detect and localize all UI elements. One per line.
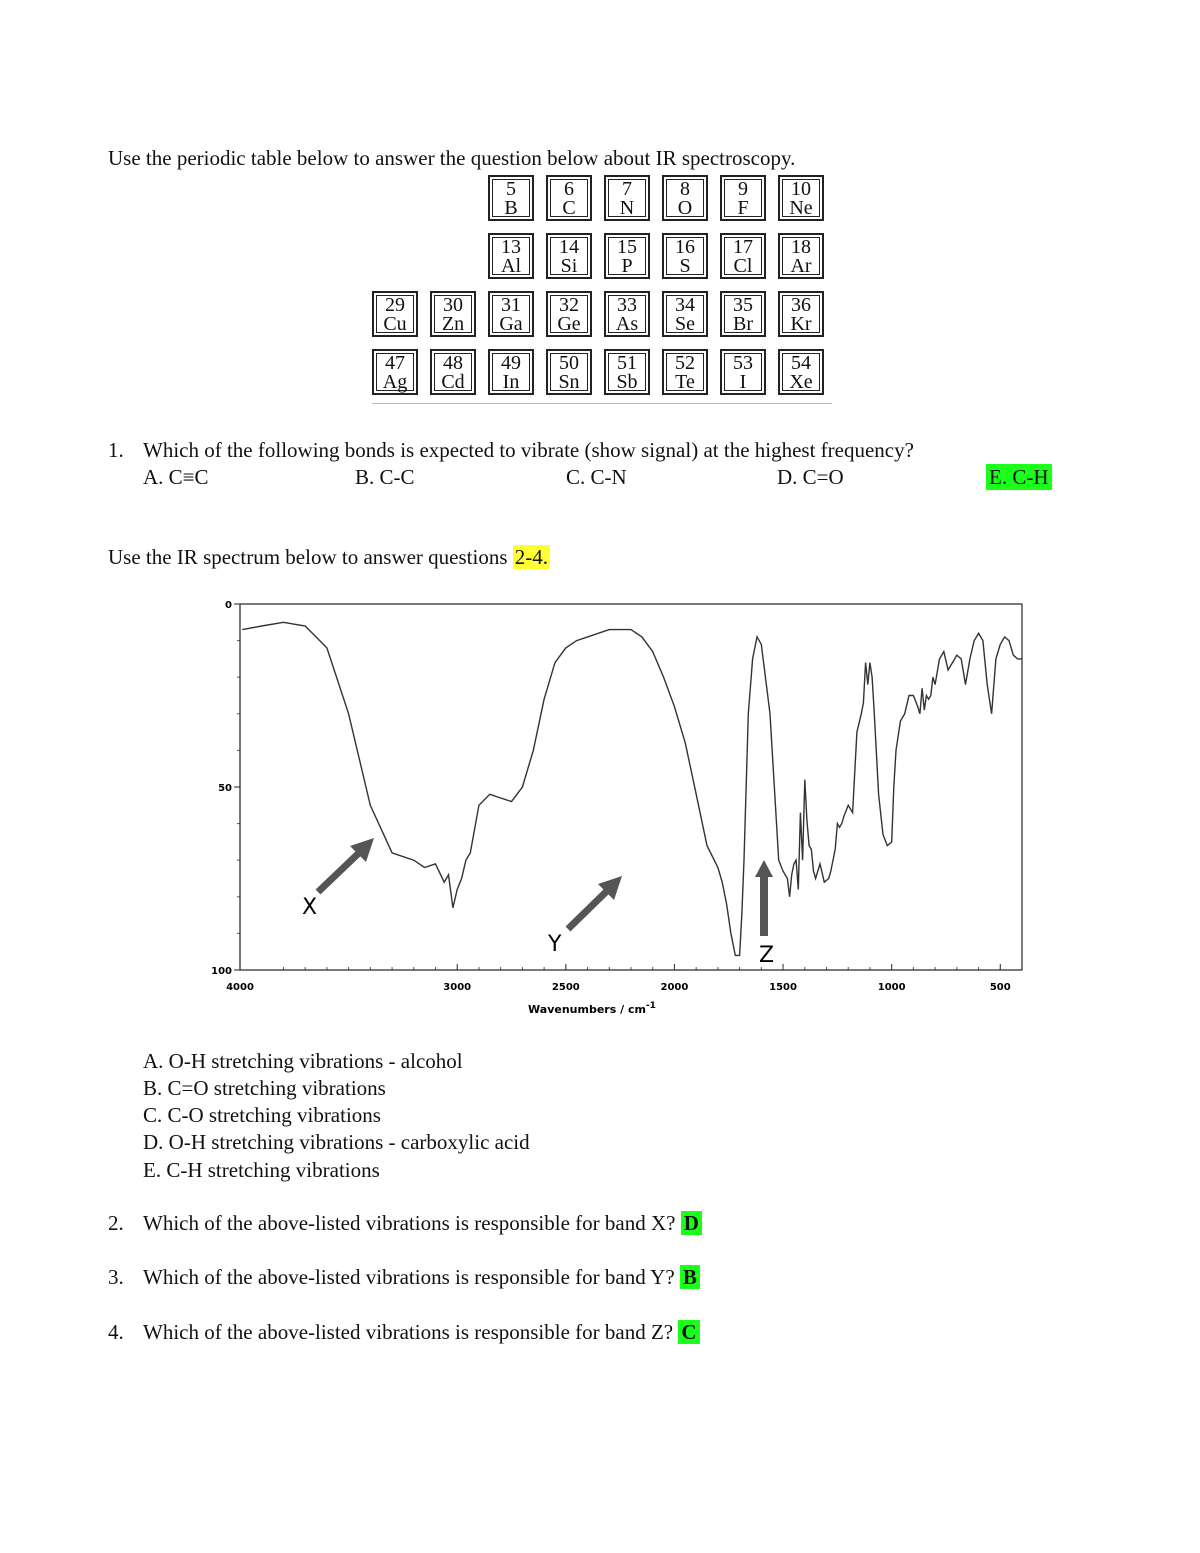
atomic-number: 36 bbox=[791, 294, 811, 316]
element-symbol: Sb bbox=[616, 371, 638, 393]
spectrum-intro bbox=[108, 544, 550, 570]
atomic-number: 16 bbox=[675, 236, 695, 258]
arrow-z bbox=[755, 860, 773, 936]
atomic-number: 13 bbox=[501, 236, 521, 258]
marker-y-label: Y bbox=[548, 932, 562, 957]
element-cell-ar bbox=[778, 233, 824, 279]
element-cell-f bbox=[720, 175, 766, 221]
element-cell-cl bbox=[720, 233, 766, 279]
element-cell-in bbox=[488, 349, 534, 395]
element-symbol: Ga bbox=[499, 313, 523, 335]
element-cell-se bbox=[662, 291, 708, 337]
table-rule bbox=[372, 403, 832, 404]
vibration-option-b: B. C=O stretching vibrations bbox=[143, 1076, 386, 1100]
element-symbol: S bbox=[679, 255, 691, 277]
atomic-number: 34 bbox=[675, 294, 695, 316]
atomic-number: 53 bbox=[733, 352, 753, 374]
ir-spectrum-chart bbox=[200, 592, 1040, 1022]
element-symbol: Zn bbox=[441, 313, 465, 335]
element-cell-ge bbox=[546, 291, 592, 337]
element-cell-sn bbox=[546, 349, 592, 395]
element-symbol: Sn bbox=[558, 371, 580, 393]
element-symbol: Cu bbox=[383, 313, 407, 335]
element-cell-cu bbox=[372, 291, 418, 337]
element-symbol: Se bbox=[675, 313, 695, 335]
atomic-number: 17 bbox=[733, 236, 753, 258]
element-cell-kr bbox=[778, 291, 824, 337]
atomic-number: 54 bbox=[791, 352, 811, 374]
element-symbol: Cl bbox=[733, 255, 753, 277]
atomic-number: 51 bbox=[617, 352, 637, 374]
element-symbol: Ar bbox=[790, 255, 812, 277]
x-tick-label: 3000 bbox=[443, 982, 472, 993]
x-axis-label-text: Wavenumbers / cm bbox=[528, 1003, 646, 1016]
x-axis-label-sup: -1 bbox=[645, 1001, 656, 1011]
q1-choice-a: A. C≡C bbox=[143, 465, 209, 489]
element-symbol: Cd bbox=[441, 371, 465, 393]
atomic-number: 7 bbox=[622, 178, 632, 200]
plot-frame bbox=[240, 604, 1022, 970]
atomic-number: 10 bbox=[791, 178, 811, 200]
y-tick-label: 50 bbox=[218, 783, 232, 794]
vibration-option-d: D. O-H stretching vibrations - carboxylic acid bbox=[143, 1130, 530, 1154]
atomic-number: 5 bbox=[506, 178, 516, 200]
element-symbol: F bbox=[737, 197, 749, 219]
question-4-number: 4. bbox=[108, 1320, 124, 1344]
atomic-number: 52 bbox=[675, 352, 695, 374]
question-4-text: Which of the above-listed vibrations is responsible for band Z? bbox=[143, 1320, 674, 1344]
element-symbol: Ne bbox=[789, 197, 813, 219]
x-tick-label: 2500 bbox=[551, 982, 580, 993]
vibration-option-e: E. C-H stretching vibrations bbox=[143, 1158, 380, 1182]
element-cell-as bbox=[604, 291, 650, 337]
intro-text: Use the periodic table below to answer the question below about IR spectroscopy. bbox=[108, 146, 796, 170]
element-symbol: Br bbox=[733, 313, 753, 335]
atomic-number: 30 bbox=[443, 294, 463, 316]
atomic-number: 47 bbox=[385, 352, 405, 374]
element-symbol: C bbox=[562, 197, 576, 219]
question-3-answer: B bbox=[680, 1265, 700, 1289]
x-tick-label: 1000 bbox=[877, 982, 906, 993]
element-symbol: N bbox=[619, 197, 635, 219]
element-cell-cd bbox=[430, 349, 476, 395]
element-cell-ga bbox=[488, 291, 534, 337]
question-3-number: 3. bbox=[108, 1265, 124, 1289]
atomic-number: 14 bbox=[559, 236, 579, 258]
element-symbol: I bbox=[739, 371, 747, 393]
element-cell-b bbox=[488, 175, 534, 221]
q1-choice-c: C. C-N bbox=[566, 465, 627, 489]
marker-x-label: X bbox=[302, 895, 318, 920]
element-cell-c bbox=[546, 175, 592, 221]
arrow-x bbox=[318, 838, 374, 892]
q1-choice-b: B. C-C bbox=[355, 465, 415, 489]
x-tick-label: 4000 bbox=[226, 982, 254, 993]
atomic-number: 8 bbox=[680, 178, 690, 200]
q1-choice-e-answer: E. C-H bbox=[986, 464, 1052, 490]
question-4-answer: C bbox=[678, 1320, 699, 1344]
vibration-option-c: C. C-O stretching vibrations bbox=[143, 1103, 381, 1127]
spectrum-trace bbox=[242, 622, 1022, 955]
element-cell-xe bbox=[778, 349, 824, 395]
atomic-number: 29 bbox=[385, 294, 405, 316]
element-symbol: B bbox=[504, 197, 518, 219]
element-symbol: As bbox=[615, 313, 639, 335]
question-2-text: Which of the above-listed vibrations is responsible for band X? bbox=[143, 1211, 676, 1235]
arrow-y bbox=[568, 876, 622, 929]
element-cell-si bbox=[546, 233, 592, 279]
element-cell-s bbox=[662, 233, 708, 279]
atomic-number: 15 bbox=[617, 236, 637, 258]
question-2-number: 2. bbox=[108, 1211, 124, 1235]
element-symbol: Kr bbox=[790, 313, 812, 335]
element-symbol: Ag bbox=[382, 371, 408, 393]
atomic-number: 18 bbox=[791, 236, 811, 258]
question-range-highlight: 2-4. bbox=[514, 545, 549, 569]
atomic-number: 35 bbox=[733, 294, 753, 316]
atomic-number: 33 bbox=[617, 294, 637, 316]
element-cell-n bbox=[604, 175, 650, 221]
periodic-table bbox=[372, 175, 832, 407]
question-1-number: 1. bbox=[108, 438, 124, 462]
atomic-number: 50 bbox=[559, 352, 579, 374]
element-cell-ag bbox=[372, 349, 418, 395]
element-cell-sb bbox=[604, 349, 650, 395]
element-cell-br bbox=[720, 291, 766, 337]
element-cell-i bbox=[720, 349, 766, 395]
atomic-number: 32 bbox=[559, 294, 579, 316]
element-cell-o bbox=[662, 175, 708, 221]
element-cell-zn bbox=[430, 291, 476, 337]
y-tick-label: 0 bbox=[225, 600, 232, 611]
element-symbol: Si bbox=[560, 255, 578, 277]
atomic-number: 49 bbox=[501, 352, 521, 374]
question-3 bbox=[143, 1264, 700, 1290]
x-tick-label: 2000 bbox=[660, 982, 689, 993]
element-symbol: Al bbox=[501, 255, 521, 277]
element-cell-al bbox=[488, 233, 534, 279]
question-1-text: Which of the following bonds is expected to vibrate (show signal) at the highest frequency? bbox=[143, 438, 914, 462]
question-4 bbox=[143, 1319, 700, 1345]
question-2-answer: D bbox=[681, 1211, 702, 1235]
x-tick-label: 500 bbox=[989, 982, 1011, 993]
marker-z-label: Z bbox=[759, 943, 775, 968]
element-symbol: O bbox=[677, 197, 693, 219]
element-symbol: Te bbox=[675, 371, 695, 393]
spectrum-intro-text: Use the IR spectrum below to answer questions bbox=[108, 545, 513, 569]
atomic-number: 31 bbox=[501, 294, 521, 316]
question-3-text: Which of the above-listed vibrations is responsible for band Y? bbox=[143, 1265, 675, 1289]
element-symbol: Ge bbox=[557, 313, 581, 335]
x-tick-label: 1500 bbox=[769, 982, 797, 993]
element-symbol: P bbox=[621, 255, 633, 277]
element-cell-ne bbox=[778, 175, 824, 221]
x-axis-label bbox=[528, 1001, 656, 1016]
atomic-number: 9 bbox=[738, 178, 748, 200]
element-symbol: Xe bbox=[789, 371, 813, 393]
atomic-number: 48 bbox=[443, 352, 463, 374]
element-cell-p bbox=[604, 233, 650, 279]
vibration-option-a: A. O-H stretching vibrations - alcohol bbox=[143, 1049, 463, 1073]
element-symbol: In bbox=[502, 371, 520, 393]
q1-choice-d: D. C=O bbox=[777, 465, 844, 489]
question-2 bbox=[143, 1210, 702, 1236]
atomic-number: 6 bbox=[564, 178, 574, 200]
y-tick-label: 100 bbox=[211, 966, 232, 977]
element-cell-te bbox=[662, 349, 708, 395]
